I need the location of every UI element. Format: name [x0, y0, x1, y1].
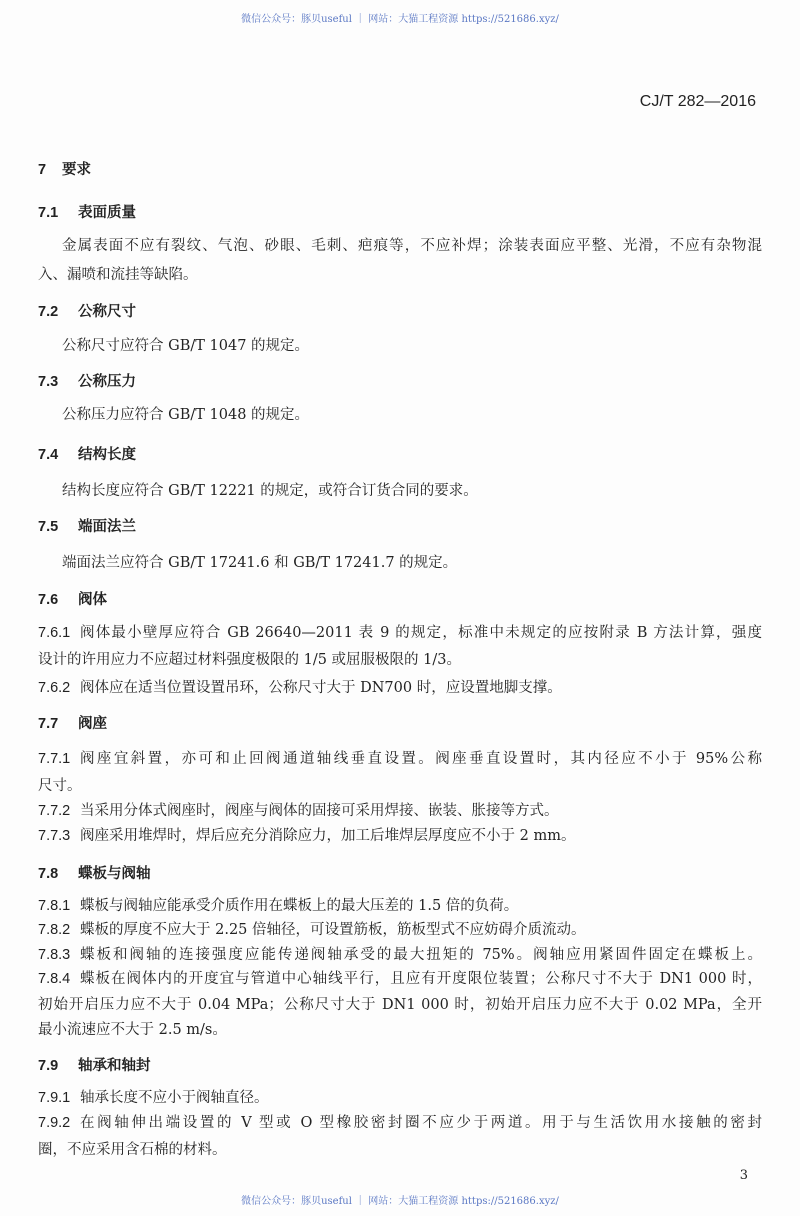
clause-number: 7.8.1: [38, 898, 71, 914]
section-title: 阀座: [78, 716, 107, 732]
section-title: 公称压力: [78, 374, 136, 390]
clause-text-continued: 最小流速应不大于 2.5 m/s。: [38, 1022, 227, 1038]
clause-text-continued: 初始开启压力应不大于 0.04 MPa；公称尺寸大于 DN1 000 时，初始开启压力应不大于 0.02 MPa，全开: [38, 997, 762, 1013]
section-number: 7: [38, 162, 47, 178]
clause-text: 当采用分体式阀座时，阀座与阀体的固接可采用焊接、嵌装、胀接等方式。: [80, 803, 559, 819]
section-number: 7.6: [38, 592, 59, 608]
section-number: 7.9: [38, 1058, 59, 1074]
clause-number: 7.9.1: [38, 1090, 71, 1106]
clause-text-continued: 尺寸。: [38, 778, 82, 794]
paragraph: 端面法兰应符合 GB/T 17241.6 和 GB/T 17241.7 的规定。: [62, 555, 458, 571]
clause-number: 7.9.2: [38, 1115, 71, 1131]
section-number: 7.7: [38, 716, 59, 732]
clause-number: 7.8.2: [38, 922, 71, 938]
standard-code: CJ/T 282—2016: [639, 93, 756, 110]
paragraph: 公称压力应符合 GB/T 1048 的规定。: [62, 407, 310, 423]
clause-text: 蝶板在阀体内的开度宜与管道中心轴线平行，且应有开度限位装置；公称尺寸不大于 DN1 000 时，: [80, 971, 762, 987]
clause-number: 7.7.1: [38, 751, 71, 767]
section-number: 7.8: [38, 866, 59, 882]
section-number: 7.1: [38, 205, 59, 221]
section-title: 蝶板与阀轴: [78, 866, 151, 882]
section-title: 表面质量: [78, 205, 136, 221]
clause-text: 阀座宜斜置，亦可和止回阀通道轴线垂直设置。阀座垂直设置时，其内径应不小于 95%公称: [80, 751, 762, 767]
clause-text: 轴承长度不应小于阀轴直径。: [80, 1090, 269, 1106]
clause-number: 7.7.2: [38, 803, 71, 819]
section-title: 轴承和轴封: [78, 1058, 151, 1074]
clause-text: 阀座采用堆焊时，焊后应充分消除应力，加工后堆焊层厚度应不小于 2 mm。: [80, 828, 576, 844]
clause-number: 7.7.3: [38, 828, 71, 844]
section-title: 要求: [62, 162, 91, 178]
clause-text: 蝶板和阀轴的连接强度应能传递阀轴承受的最大扭矩的 75%。阀轴应用紧固件固定在蝶板上。: [80, 947, 762, 963]
section-number: 7.5: [38, 519, 59, 535]
clause-text-continued: 设计的许用应力不应超过材料强度极限的 1/5 或屈服极限的 1/3。: [38, 652, 461, 668]
footer-watermark: 微信公众号：豚贝useful ｜ 网站：大猫工程资源 https://521686.xyz/: [241, 1196, 559, 1207]
clause-text-continued: 圈，不应采用含石棉的材料。: [38, 1142, 227, 1158]
section-number: 7.2: [38, 304, 59, 320]
clause-number: 7.6.1: [38, 625, 71, 641]
clause-number: 7.6.2: [38, 680, 71, 696]
clause-number: 7.8.4: [38, 971, 71, 987]
page-number: 3: [739, 1168, 748, 1183]
section-title: 公称尺寸: [78, 304, 136, 320]
clause-text: 在阀轴伸出端设置的 V 型或 O 型橡胶密封圈不应少于两道。用于与生活饮用水接触的密封: [80, 1115, 762, 1131]
section-title: 结构长度: [78, 447, 136, 463]
clause-text: 阀体最小壁厚应符合 GB 26640—2011 表 9 的规定，标准中未规定的应按附录 B 方法计算，强度: [80, 625, 762, 641]
paragraph: 结构长度应符合 GB/T 12221 的规定，或符合订货合同的要求。: [62, 483, 478, 499]
clause-number: 7.8.3: [38, 947, 71, 963]
header-watermark: 微信公众号：豚贝useful ｜ 网站：大猫工程资源 https://521686.xyz/: [241, 14, 559, 25]
clause-text: 蝶板与阀轴应能承受介质作用在蝶板上的最大压差的 1.5 倍的负荷。: [80, 898, 519, 914]
paragraph: 公称尺寸应符合 GB/T 1047 的规定。: [62, 338, 310, 354]
section-title: 阀体: [78, 592, 107, 608]
clause-text: 阀体应在适当位置设置吊环，公称尺寸大于 DN700 时，应设置地脚支撑。: [80, 680, 562, 696]
section-number: 7.3: [38, 374, 59, 390]
section-title: 端面法兰: [78, 519, 136, 535]
paragraph-line: 金属表面不应有裂纹、气泡、砂眼、毛刺、疤痕等，不应补焊；涂装表面应平整、光滑，不应有杂物混: [62, 238, 762, 254]
clause-text: 蝶板的厚度不应大于 2.25 倍轴径，可设置筋板，筋板型式不应妨碍介质流动。: [80, 922, 586, 938]
paragraph-line: 入、漏喷和流挂等缺陷。: [38, 267, 198, 283]
section-number: 7.4: [38, 447, 59, 463]
